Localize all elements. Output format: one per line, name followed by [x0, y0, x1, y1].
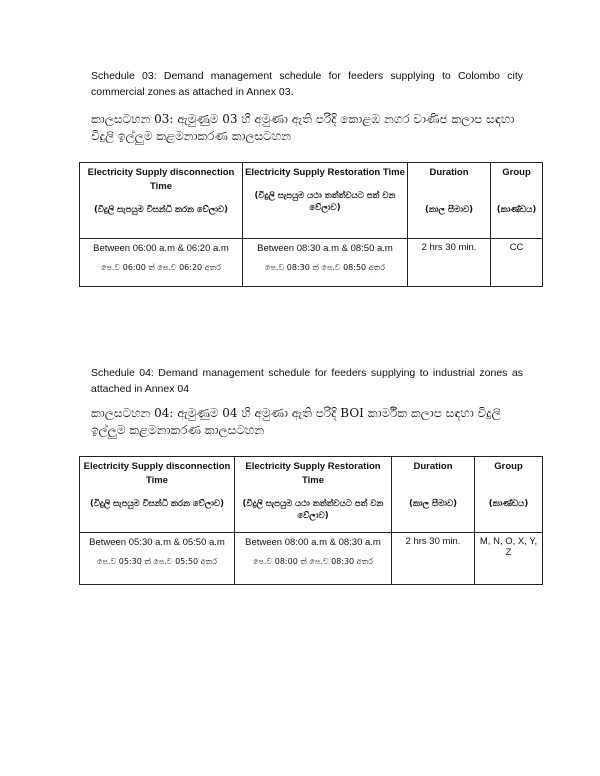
col-group-header: Group (කාණ්ඩය): [475, 457, 543, 533]
table-row: [80, 239, 543, 287]
col-duration-header: Duration (කාල සීමාව): [392, 457, 475, 533]
col-duration-header: Duration (කාල සීමාව): [408, 163, 491, 239]
restoration-cell: Between 08:00 a.m & 08:30 a.m පෙ.ව 08:00 ත් පෙ.ව 08:30 අතර: [235, 533, 392, 585]
col-restoration-header: Electricity Supply Restoration Time (විදුලි සැපයුම යථා තත්ත්වයට පත් වන වේලාව): [235, 457, 392, 533]
disconnection-cell: Between 05:30 a.m & 05:50 a.m පෙ.ව 05:30 ත් පෙ.ව 05:50 අතර: [80, 533, 235, 585]
duration-cell: 2 hrs 30 min.: [408, 239, 491, 287]
schedule-03-header-row: [80, 163, 543, 239]
schedule-04-table: [79, 456, 543, 585]
group-cell: CC: [491, 239, 543, 287]
schedule-03-table: [79, 162, 543, 287]
schedule-04-sinhala-heading: කාලසටහන 04: ඇමුණුම 04 හි අමුණා ඇති පරිදි BOI කාර්මික කලාප සඳහා විදුලි ඉල්ලුම කළමනාකරණ කාලසටහන: [91, 406, 501, 437]
schedule-03-sinhala-heading: කාලසටහන 03: ඇමුණුම 03 හි අමුණා ඇති පරිදි කොළඹ නගර වාණිජ කලාප සඳහා විදුලි ඉල්ලුම කළමනාකරණ කාලසටහන: [91, 112, 515, 143]
restoration-cell: Between 08:30 a.m & 08:50 a.m පෙ.ව 08:30 ත් පෙ.ව 08:50 අතර: [243, 239, 408, 287]
col-disconnection-header: Electricity Supply disconnection Time (විදුලි සැපයුම විසන්ධි කරන වේලාව): [80, 163, 243, 239]
schedule-04-heading: Schedule 04: Demand management schedule for feeders supplying to industrial zones as attached in Annex 04: [91, 367, 523, 395]
group-cell: M, N, O, X, Y, Z: [475, 533, 543, 585]
col-group-header: Group (කාණ්ඩය): [491, 163, 543, 239]
disconnection-cell: Between 06:00 a.m & 06:20 a.m පෙ.ව 06:00 ත් පෙ.ව 06:20 අතර: [80, 239, 243, 287]
col-restoration-header: Electricity Supply Restoration Time (විදුලි සැපයුම යථා තත්ත්වයට පත් වන වේලාව): [243, 163, 408, 239]
table-row: [80, 533, 543, 585]
schedule-04-header-row: [80, 457, 543, 533]
col-disconnection-header: Electricity Supply disconnection Time (විදුලි සැපයුම විසන්ධි කරන වේලාව): [80, 457, 235, 533]
duration-cell: 2 hrs 30 min.: [392, 533, 475, 585]
schedule-03-heading: Schedule 03: Demand management schedule for feeders supplying to Colombo city commercial zones as attached in Annex 03.: [91, 70, 523, 98]
